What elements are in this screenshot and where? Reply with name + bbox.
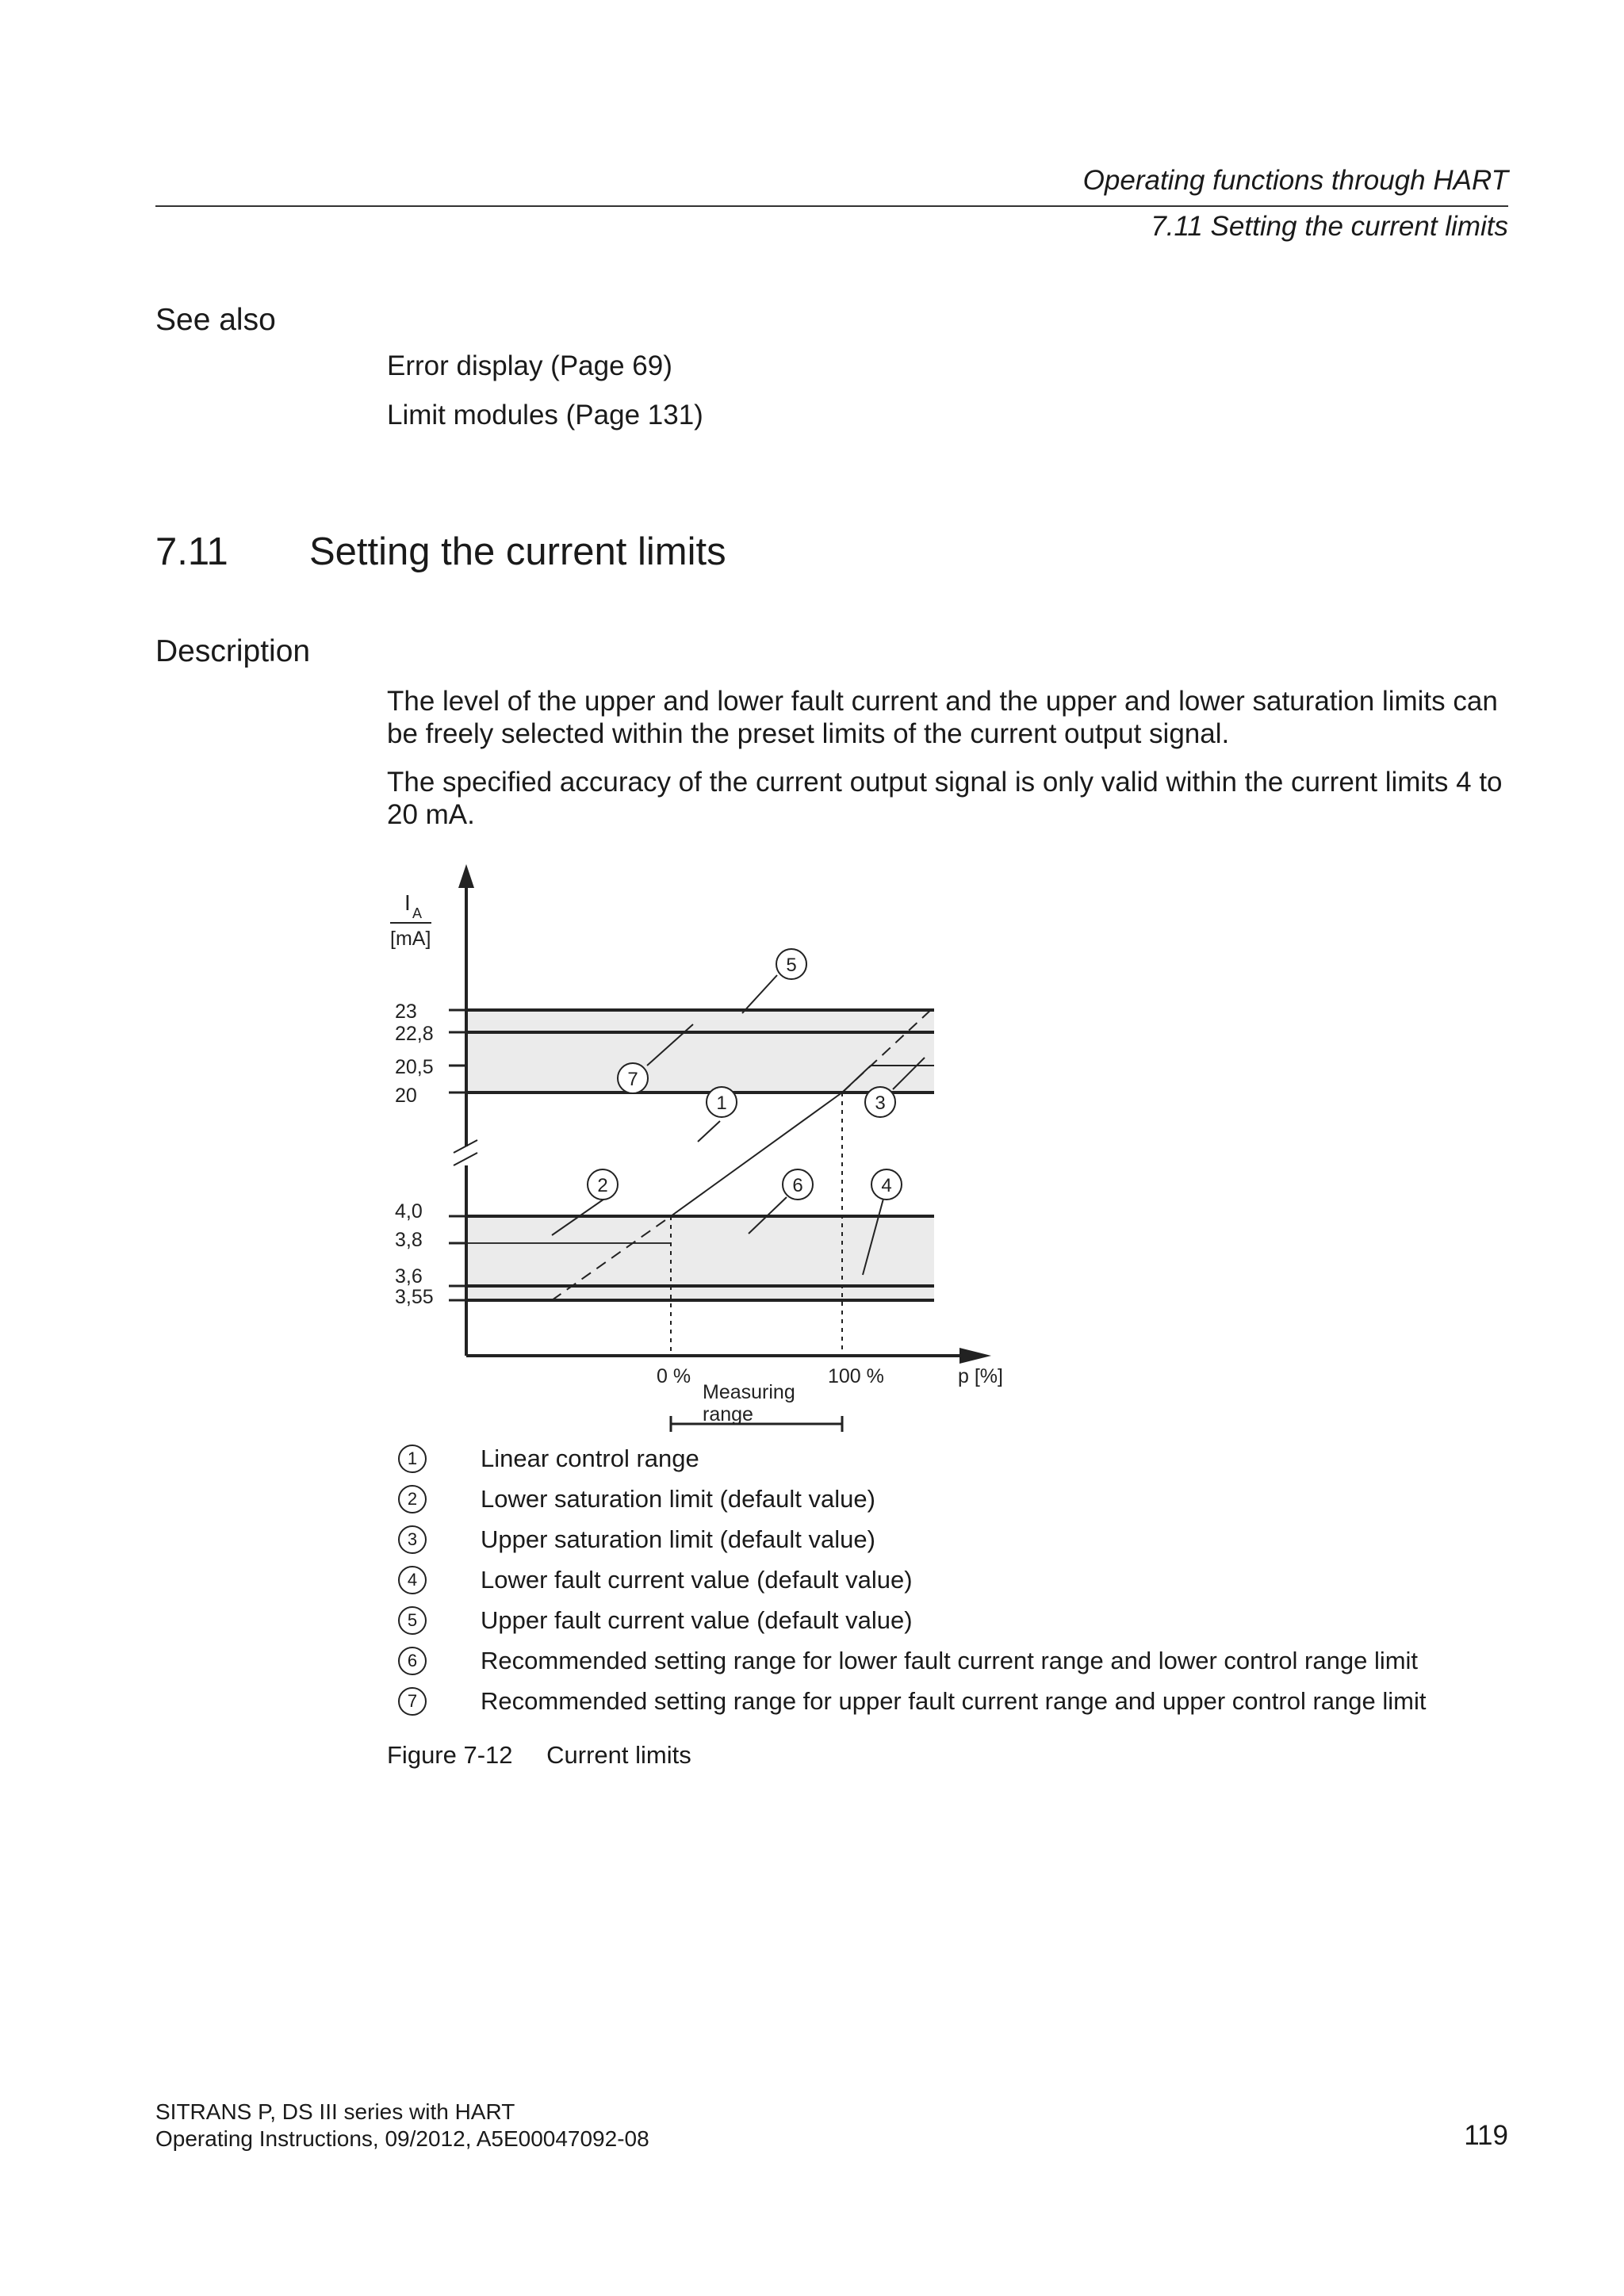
header-section: 7.11 Setting the current limits <box>1151 211 1508 242</box>
y-axis-label: I <box>404 890 411 915</box>
current-limits-figure <box>373 856 1071 1459</box>
y-axis-unit: [mA] <box>390 928 431 950</box>
legend-number: 7 <box>398 1687 427 1716</box>
see-also-heading: See also <box>155 303 276 337</box>
callout-3 <box>865 1087 895 1117</box>
callout-5 <box>776 949 806 979</box>
x-axis-label: p [%] <box>958 1365 1003 1387</box>
legend-text: Upper fault current value (default value) <box>481 1606 913 1634</box>
axis-break-mark-2 <box>454 1153 477 1165</box>
legend-number: 3 <box>398 1525 427 1554</box>
callout-2-number: 2 <box>597 1175 608 1196</box>
page-number: 119 <box>1464 2120 1508 2151</box>
callout-7-number: 7 <box>627 1069 638 1090</box>
y-axis-label-subscript: A <box>412 905 423 921</box>
callout-5-number: 5 <box>786 955 797 976</box>
y-tick-label: 4,0 <box>395 1200 423 1223</box>
figure-caption <box>387 1741 691 1770</box>
upper-shaded-band <box>466 1010 934 1093</box>
callout-1-leader <box>698 1121 720 1142</box>
y-tick-label: 22,8 <box>395 1023 434 1045</box>
x-axis-arrow <box>959 1348 991 1364</box>
header-chapter: Operating functions through HART <box>1082 165 1508 196</box>
y-tick-label: 3,55 <box>395 1286 434 1308</box>
legend-text: Recommended setting range for lower fault current range and lower control range limit <box>481 1647 1419 1674</box>
x-label-hundred: 100 % <box>828 1365 884 1387</box>
legend-text: Recommended setting range for upper fault current range and upper control range limit <box>481 1687 1427 1715</box>
legend-number: 5 <box>398 1606 427 1635</box>
x-label-zero: 0 % <box>657 1365 691 1387</box>
legend-number: 4 <box>398 1566 427 1594</box>
callout-6 <box>783 1169 813 1200</box>
callout-1-number: 1 <box>716 1093 727 1114</box>
see-also-link-limit-modules[interactable]: Limit modules (Page 131) <box>387 400 703 430</box>
callout-4-number: 4 <box>881 1175 892 1196</box>
linear-control-range-line <box>671 1093 842 1216</box>
y-tick-label: 3,6 <box>395 1265 423 1288</box>
y-tick-label: 23 <box>395 1001 417 1023</box>
y-tick-label: 20,5 <box>395 1056 434 1078</box>
legend-number: 1 <box>398 1445 427 1473</box>
callout-6-number: 6 <box>792 1175 803 1196</box>
callout-2 <box>588 1169 618 1200</box>
measuring-range-label-line1: Measuring <box>703 1381 795 1403</box>
lower-shaded-band <box>466 1216 934 1300</box>
see-also-link-error-display[interactable]: Error display (Page 69) <box>387 350 672 381</box>
callout-1 <box>707 1087 737 1117</box>
description-paragraph-1: The level of the upper and lower fault current and the upper and lower saturation limits can be freely selected within the preset limits of the current output signal. <box>387 686 1498 749</box>
figure-caption-text: Current limits <box>546 1741 691 1769</box>
footer-document: Operating Instructions, 09/2012, A5E00047092-08 <box>155 2126 649 2151</box>
y-axis-arrow <box>458 864 474 888</box>
callout-4 <box>871 1169 902 1200</box>
footer-product: SITRANS P, DS III series with HART <box>155 2099 515 2124</box>
callout-3-number: 3 <box>875 1093 886 1114</box>
header-rule <box>155 205 1508 207</box>
measuring-range-label-line2: range <box>703 1403 753 1425</box>
legend-text: Upper saturation limit (default value) <box>481 1525 875 1553</box>
legend-text: Lower saturation limit (default value) <box>481 1485 875 1513</box>
y-tick-label: 3,8 <box>395 1229 423 1251</box>
legend-text: Lower fault current value (default value) <box>481 1566 913 1594</box>
section-title: Setting the current limits <box>309 530 726 573</box>
callout-7 <box>618 1063 648 1093</box>
legend-number: 2 <box>398 1485 427 1513</box>
callout-5-leader <box>742 975 777 1013</box>
description-paragraph-2: The specified accuracy of the current output signal is only valid within the current limits 4 to 20 mA. <box>387 767 1503 830</box>
legend-text: Linear control range <box>481 1445 699 1472</box>
y-tick-label: 20 <box>395 1085 417 1107</box>
figure-caption-label: Figure 7-12 <box>387 1741 513 1769</box>
legend-number: 6 <box>398 1647 427 1675</box>
description-heading: Description <box>155 634 311 668</box>
section-number: 7.11 <box>155 530 228 573</box>
